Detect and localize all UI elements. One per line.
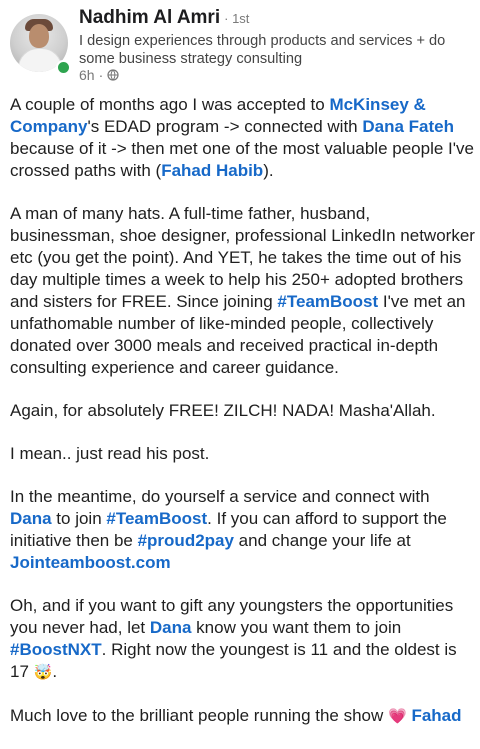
heart-icon: 💗 bbox=[388, 708, 407, 725]
author-name[interactable]: Nadhim Al Amri bbox=[79, 7, 221, 28]
post-paragraph-2: A man of many hats. A full-time father, husband, businessman, shoe designer, professional LinkedIn networker etc (you get the point). And YET, he takes the time out of his day multiple times a week to help his 250+ adopted brothers and sisters for FREE. Since joining #TeamBoost I've met an unfathomable number of like-minded people, collectively donated over 3000 meals and received practical in-depth consulting experience and career guidance. bbox=[10, 204, 475, 377]
avatar[interactable] bbox=[10, 14, 68, 72]
mention-fahad-habib[interactable]: Fahad Habib bbox=[161, 161, 264, 180]
exploding-head-icon: 🤯 bbox=[33, 664, 53, 681]
globe-icon bbox=[107, 69, 119, 81]
hashtag-teamboost[interactable]: #TeamBoost bbox=[277, 292, 379, 311]
mention-dana-2[interactable]: Dana bbox=[149, 618, 192, 637]
avatar-face bbox=[29, 24, 49, 48]
post-paragraph-6: Oh, and if you want to gift any youngsters the opportunities you never had, let Dana know you want them to join #BoostNXT. Right now the youngest is 11 and the oldest is 17 🤯. bbox=[10, 596, 457, 681]
link-jointeamboost[interactable]: Jointeamboost.com bbox=[10, 553, 171, 572]
mention-fahad[interactable]: Fahad bbox=[411, 706, 462, 725]
post-paragraph-3: Again, for absolutely FREE! ZILCH! NADA! Masha'Allah. bbox=[10, 401, 436, 420]
connection-degree: · 1st bbox=[224, 11, 250, 26]
post-paragraph-5: In the meantime, do yourself a service and connect with Dana to join #TeamBoost. If you can afford to support the initiative then be #proud2pay and change your life at Jointeamboost.com bbox=[10, 487, 447, 572]
online-status-icon bbox=[56, 60, 71, 75]
hashtag-boostnxt[interactable]: #BoostNXT bbox=[10, 640, 102, 659]
mention-dana-fateh[interactable]: Dana Fateh bbox=[362, 117, 454, 136]
post-paragraph-4: I mean.. just read his post. bbox=[10, 444, 210, 463]
author-headline: I design experiences through products and services + do some business strategy consulting bbox=[79, 33, 446, 67]
author-name-line[interactable] bbox=[79, 7, 249, 29]
hashtag-teamboost-2[interactable]: #TeamBoost bbox=[106, 509, 208, 528]
hashtag-proud2pay[interactable]: #proud2pay bbox=[137, 531, 234, 550]
mention-mckinsey[interactable]: McKinsey & Company bbox=[10, 95, 426, 136]
meta-separator: · bbox=[98, 67, 104, 83]
post-meta bbox=[79, 67, 119, 83]
post-header bbox=[0, 0, 480, 88]
mention-dana[interactable]: Dana bbox=[10, 509, 52, 528]
post-paragraph-7: Much love to the brilliant people running the show 💗 Fahad bbox=[10, 706, 462, 725]
post-body bbox=[10, 94, 475, 749]
post-paragraph-1: A couple of months ago I was accepted to McKinsey & Company's EDAD program -> connected with Dana Fateh because of it -> then met one of the most valuable people I've crossed paths with (Fahad Habib). bbox=[10, 95, 474, 180]
post-time: 6h bbox=[79, 67, 95, 83]
